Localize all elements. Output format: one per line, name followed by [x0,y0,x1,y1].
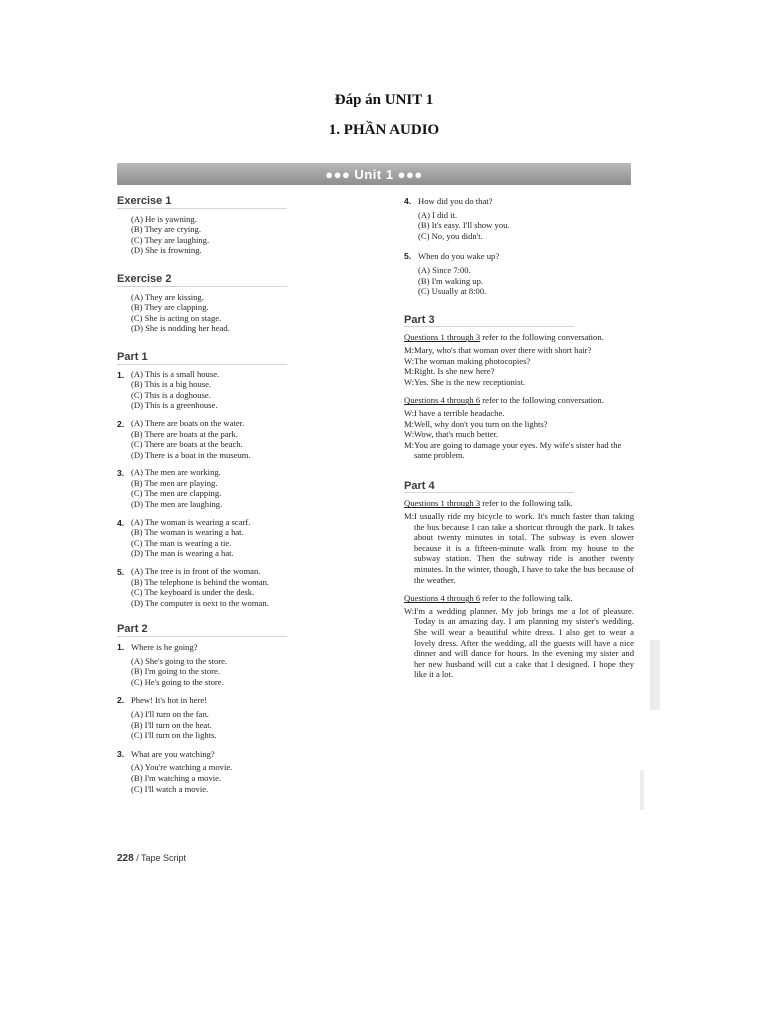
answer-option: (C) The keyboard is under the desk. [131,587,255,598]
talk-paragraph [404,606,634,680]
answer-option: (D) This is a greenhouse. [131,400,218,411]
talk-text: I usually ride my bicycle to work. It's much faster than taking the bus because I can take a shortcut through the park. It takes about twenty minutes in total. The subway is even slower because it is a fifteen-minute walk from my house to the subway station. Then the subway ride is another twenty minutes. In the winter, though, I have to take the bus because of the weather. [414,511,634,585]
question-text: Where is he going? [131,642,198,652]
exercise-2 [117,274,387,334]
speaker-label: W: [404,355,415,366]
answer-option: (A) This is a small house. [131,368,220,379]
instruction-text: refer to the following talk. [480,593,573,604]
instruction [404,498,634,509]
exercise-1-options [117,214,387,256]
item-number: 4. [404,196,412,206]
answer-option: (A) She's going to the store. [131,655,228,666]
instruction-text: refer to the following conversation. [480,332,604,343]
page-number: 228 [117,853,134,864]
part-2-item [404,196,634,241]
talk-paragraph [404,511,634,585]
dialogue-line [404,440,634,461]
dialogue-line [404,429,634,440]
question-range: Questions 4 through 6 [404,395,481,406]
answer-option: (D) There is a boat in the museum. [131,449,251,460]
part-3-heading: Part 3 [404,315,574,328]
talk-text: I'm a wedding planner. My job brings me a lot of pleasure. Today is an amazing day. I am planning my sister's wedding. She will wear a beautiful white dress. I also get to wear a lovely dress. After the wedding, all the guests will have a nice dinner and will dance for hours. In the evening my sister and her new husband will cut a cake that I designed. I hope they like it a lot. [414,605,634,680]
part-2-item [117,642,387,687]
answer-option: (D) The man is wearing a hat. [131,548,234,559]
instruction [404,593,634,604]
answer-option: (D) The computer is next to the woman. [131,597,269,608]
answer-option: (B) The men are playing. [131,477,218,488]
answer-option: (D) She is nodding her head. [131,323,230,334]
dialogue-line [404,356,634,367]
part-4 [404,481,634,680]
exercise-2-heading: Exercise 2 [117,274,287,287]
answer-option: (A) The tree is in front of the woman. [131,566,261,577]
answer-option: (A) The men are working. [131,467,221,478]
instruction-text: refer to the following talk. [480,498,573,509]
part-4-heading: Part 4 [404,481,574,494]
exercise-2-options [117,292,387,334]
answer-option: (B) I'm waking up. [418,275,484,286]
question-text: What are you watching? [131,748,215,759]
document-title: Đáp án UNIT 1 [334,92,434,108]
item-number: 2. [117,418,125,429]
dialogue-text: Mary, who's that woman over there with short hair? [414,344,592,355]
right-column [404,196,634,690]
answer-option: (C) She is acting on stage. [131,312,222,323]
question-text: How did you do that? [418,196,493,206]
part-1-item [117,518,387,559]
exercise-1-heading: Exercise 1 [117,196,287,209]
speaker-label: M: [404,366,415,377]
item-number: 4. [117,517,125,528]
answer-option: (B) They are crying. [131,224,201,235]
item-number: 2. [117,695,125,706]
question-range: Questions 1 through 3 [404,332,481,343]
speaker-label: W: [404,429,415,440]
answer-option: (B) The woman is wearing a hat. [131,527,244,538]
answer-option: (A) There are boats on the water. [131,417,245,428]
item-number: 5. [404,251,412,262]
item-number: 5. [117,567,125,578]
item-number: 1. [117,642,125,652]
answer-option: (B) I'm going to the store. [131,666,220,677]
left-column [117,196,387,804]
part-1-item [117,370,387,411]
question-text: Phew! It's hot in here! [131,695,208,706]
part-2-item [117,695,387,740]
part-2-item [117,749,387,794]
answer-option: (C) I'll watch a movie. [131,783,209,794]
item-number: 1. [117,369,125,380]
answer-option: (A) Since 7:00. [418,264,471,275]
speaker-label: M: [404,344,415,355]
part-3 [404,315,634,461]
part-1-heading: Part 1 [117,352,287,365]
dialogue-line [404,419,634,430]
scan-smudge [650,640,660,710]
dialogue-text: You are going to damage your eyes. My wife's sister had the same problem. [414,439,622,461]
answer-option: (B) The telephone is behind the woman. [131,576,270,587]
speaker-label: M: [404,439,415,450]
item-number: 3. [117,748,125,759]
unit-banner [117,163,631,185]
answer-option: (B) There are boats at the park. [131,428,238,439]
answer-option: (C) No, you didn't. [418,230,483,241]
question-range: Questions 4 through 6 [404,593,481,604]
answer-option: (C) This is a doghouse. [131,389,211,400]
answer-option: (C) There are boats at the beach. [131,439,243,450]
dialogue-text: I have a terrible headache. [414,407,505,418]
instruction-text: refer to the following conversation. [480,395,604,406]
dialogue-line [404,345,634,356]
dialogue-text: The woman making photocopies? [414,355,531,366]
answer-option: (B) I'll turn on the heat. [131,719,212,730]
answer-option: (A) The woman is wearing a scarf. [131,516,251,527]
answer-option: (C) The man is wearing a tie. [131,537,232,548]
part-1-item [117,419,387,460]
answer-option: (D) She is frowning. [131,245,202,256]
dialogue-text: Yes. She is the new receptionist. [414,376,526,387]
dialogue-line [404,377,634,388]
dialogue-text: Right. Is she new here? [414,366,495,377]
dialogue-line [404,366,634,377]
dialogue-line [404,408,634,419]
page-footer [117,853,186,864]
part-2 [117,624,387,794]
speaker-label: M: [404,418,415,429]
instruction [404,395,634,406]
answer-option: (B) It's easy. I'll show you. [418,220,510,231]
footer-label: / Tape Script [133,853,187,863]
answer-option: (A) I'll turn on the fan. [131,708,209,719]
answer-option: (D) The men are laughing. [131,499,223,510]
dialogue-text: Well, why don't you turn on the lights? [414,418,548,429]
part-2-heading: Part 2 [117,624,287,637]
speaker-label: M: [404,511,415,522]
dialogue-text: Wow, that's much better. [414,429,499,440]
answer-option: (C) He's going to the store. [131,676,224,687]
question-text: When do you wake up? [418,251,500,262]
speaker-label: W: [404,376,415,387]
instruction [404,332,634,343]
part-1-item [117,468,387,509]
answer-option: (B) This is a big house. [131,379,212,390]
speaker-label: W: [404,605,415,616]
answer-option: (A) He is yawning. [131,213,197,224]
scan-smudge [640,770,644,810]
exercise-1 [117,196,387,256]
answer-option: (C) The men are clapping. [131,488,222,499]
question-range: Questions 1 through 3 [404,498,481,509]
answer-option: (A) They are kissing. [131,291,204,302]
part-2-item [404,251,634,296]
unit-banner-label: ●●● Unit 1 ●●● [325,166,423,182]
part-1-item [117,567,387,608]
answer-option: (C) I'll turn on the lights. [131,730,217,741]
speaker-label: W: [404,407,415,418]
answer-option: (C) Usually at 8:00. [418,286,487,297]
answer-option: (A) You're watching a movie. [131,762,233,773]
section-title: 1. PHẦN AUDIO [328,122,440,138]
answer-option: (B) I'm watching a movie. [131,772,222,783]
part-1 [117,352,387,608]
item-number: 3. [117,468,125,479]
answer-option: (A) I did it. [418,209,458,220]
answer-option: (C) They are laughing. [131,234,210,245]
answer-option: (B) They are clapping. [131,302,209,313]
